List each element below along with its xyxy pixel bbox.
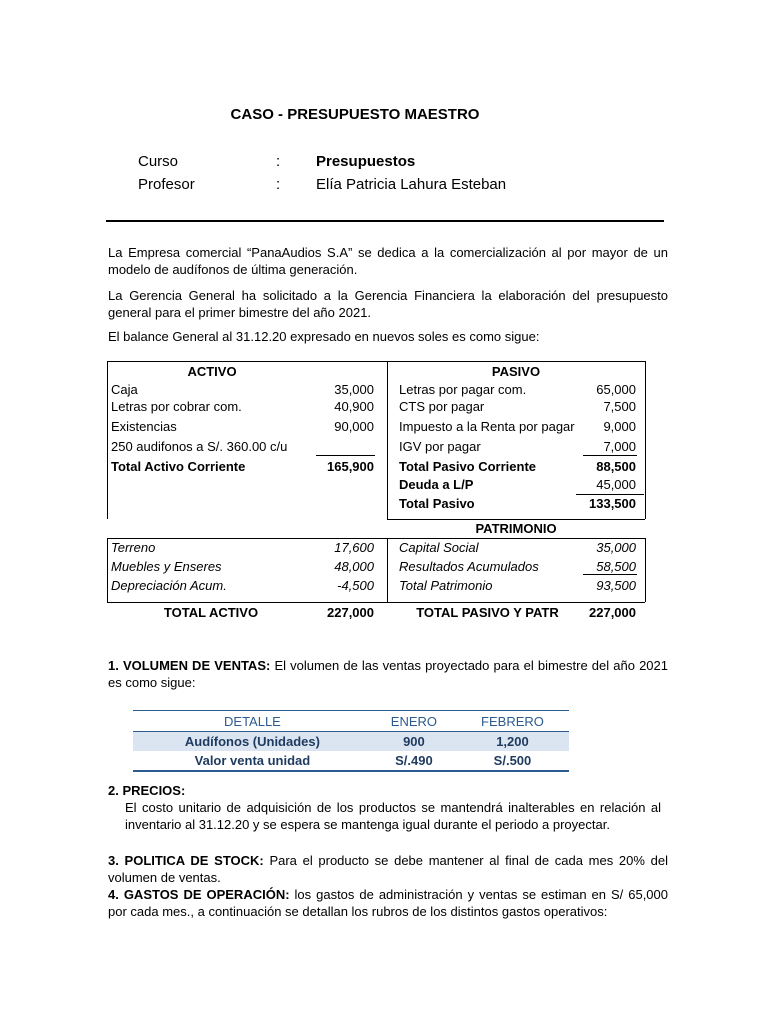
patrimonio-row-label: Total Patrimonio (399, 578, 493, 593)
pasivo-row-label: Impuesto a la Renta por pagar (399, 419, 575, 434)
lower-section-top-border (107, 538, 645, 539)
activo-row-value: 90,000 (334, 419, 374, 434)
section-politica-stock (108, 852, 668, 886)
pasivo-row-label: IGV por pagar (399, 439, 481, 454)
pasivo-row-value: 7,000 (603, 439, 636, 454)
activo-nc-row-label: Depreciación Acum. (111, 578, 227, 593)
patrimonio-row-value: 58,500 (596, 559, 636, 574)
profesor-value: Elía Patricia Lahura Esteban (316, 176, 507, 193)
activo-nc-row-label: Muebles y Enseres (111, 559, 222, 574)
activo-header: ACTIVO (187, 364, 237, 379)
section-3-heading: 3. POLITICA DE STOCK: (108, 853, 264, 868)
deuda-lp-value: 45,000 (596, 477, 636, 492)
balance-top-border (107, 361, 645, 362)
pasivo-row-value: 9,000 (603, 419, 636, 434)
pasivo-row-value: 7,500 (603, 399, 636, 414)
section-1-heading: 1. VOLUMEN DE VENTAS: (108, 658, 271, 673)
intro-paragraph-2: La Gerencia General ha solicitado a la Gerencia Financiera la elaboración del presupuesto general para el primer bimestre del año 2021. (108, 288, 668, 320)
patrimonio-row-value: 35,000 (596, 540, 636, 555)
profesor-separator: : (276, 176, 281, 193)
activo-row-label: 250 audifonos a S/. 360.00 c/u (111, 439, 288, 454)
pasivo-bottom-border (387, 519, 645, 520)
sales-volume-table (133, 710, 569, 772)
total-pasivo-patrimonio-label: TOTAL PASIVO Y PATR (416, 605, 559, 620)
total-pasivo-corriente-label: Total Pasivo Corriente (399, 459, 537, 474)
intro-paragraph-3: El balance General al 31.12.20 expresado en nuevos soles es como sigue: (108, 329, 540, 344)
activo-row-label: Caja (111, 382, 138, 397)
activo-nc-row-label: Terreno (111, 540, 156, 555)
curso-value: Presupuestos (316, 153, 416, 170)
total-pasivo-overline (576, 494, 644, 495)
table-cell: S/.490 (372, 751, 456, 771)
patrimonio-subtotal-underline (583, 574, 637, 575)
patrimonio-row-value: 93,500 (596, 578, 636, 593)
total-activo-corriente-value: 165,900 (327, 459, 374, 474)
document-title: CASO - PRESUPUESTO MAESTRO (230, 106, 480, 123)
activo-nc-row-value: -4,500 (337, 578, 374, 593)
pasivo-row-label: Letras por pagar com. (399, 382, 527, 397)
total-pasivo-value: 133,500 (589, 496, 636, 511)
section-1-text: El volumen de las ventas proyectado para el bimestre del año 2021 es como sigue: (108, 658, 668, 690)
lower-section-bottom-border (107, 602, 645, 603)
balance-right-border-lower (645, 538, 646, 602)
intro-paragraph-1: La Empresa comercial “PanaAudios S.A” se dedica a la comercialización al por mayor de un modelo de audífonos de última generación. (108, 245, 668, 277)
sales-header-detalle: DETALLE (133, 711, 372, 732)
table-cell: Audífonos (Unidades) (133, 732, 372, 752)
table-cell: S/.500 (456, 751, 569, 771)
sales-header-febrero: FEBRERO (456, 711, 569, 732)
activo-nc-row-value: 17,600 (334, 540, 374, 555)
table-cell: 1,200 (456, 732, 569, 752)
total-pasivo-patrimonio-value: 227,000 (589, 605, 636, 620)
table-row (133, 732, 569, 752)
curso-separator: : (276, 153, 281, 170)
total-activo-value: 227,000 (327, 605, 374, 620)
activo-nc-row-value: 48,000 (334, 559, 374, 574)
curso-label: Curso (138, 153, 179, 170)
section-4-text: los gastos de administración y ventas se estiman en S/ 65,000 por cada mes., a continuación se detallan los rubros de los distintos gastos operativos: (108, 887, 668, 919)
total-pasivo-corriente-value: 88,500 (596, 459, 636, 474)
balance-left-border-upper (107, 361, 108, 519)
section-2-heading: 2. PRECIOS: (108, 783, 186, 798)
total-activo-corriente-label: Total Activo Corriente (111, 459, 246, 474)
section-3-text: Para el producto se debe mantener al final de cada mes 20% del volumen de ventas. (108, 853, 668, 885)
section-gastos-operacion (108, 886, 668, 920)
sales-header-enero: ENERO (372, 711, 456, 732)
balance-middle-border-upper (387, 361, 388, 519)
total-activo-label: TOTAL ACTIVO (163, 605, 259, 620)
pasivo-row-value: 65,000 (596, 382, 636, 397)
activo-row-value: 40,900 (334, 399, 374, 414)
activo-row-label: Existencias (111, 419, 177, 434)
activo-row-label: Letras por cobrar com. (111, 399, 242, 414)
section-2-text: El costo unitario de adquisición de los productos se mantendrá inalterables en relación al inventario al 31.12.20 y se espera se mantenga igual durante el periodo a proyectar. (125, 800, 661, 832)
total-pasivo-label: Total Pasivo (399, 496, 475, 511)
balance-middle-border-lower (387, 538, 388, 602)
balance-right-border-upper (645, 361, 646, 519)
header-divider (106, 220, 664, 222)
profesor-label: Profesor (138, 176, 195, 193)
activo-row-value: 35,000 (334, 382, 374, 397)
balance-left-border-lower (107, 538, 108, 602)
table-row (133, 751, 569, 771)
patrimonio-row-label: Resultados Acumulados (399, 559, 539, 574)
pasivo-header: PASIVO (491, 364, 541, 379)
pasivo-subtotal-underline (583, 455, 637, 456)
section-4-heading: 4. GASTOS DE OPERACIÓN: (108, 887, 290, 902)
patrimonio-header: PATRIMONIO (475, 521, 557, 536)
section-volumen-ventas (108, 657, 668, 691)
table-cell: 900 (372, 732, 456, 752)
table-cell: Valor venta unidad (133, 751, 372, 771)
deuda-lp-label: Deuda a L/P (399, 477, 474, 492)
pasivo-row-label: CTS por pagar (399, 399, 485, 414)
patrimonio-row-label: Capital Social (399, 540, 479, 555)
activo-subtotal-underline (316, 455, 375, 456)
